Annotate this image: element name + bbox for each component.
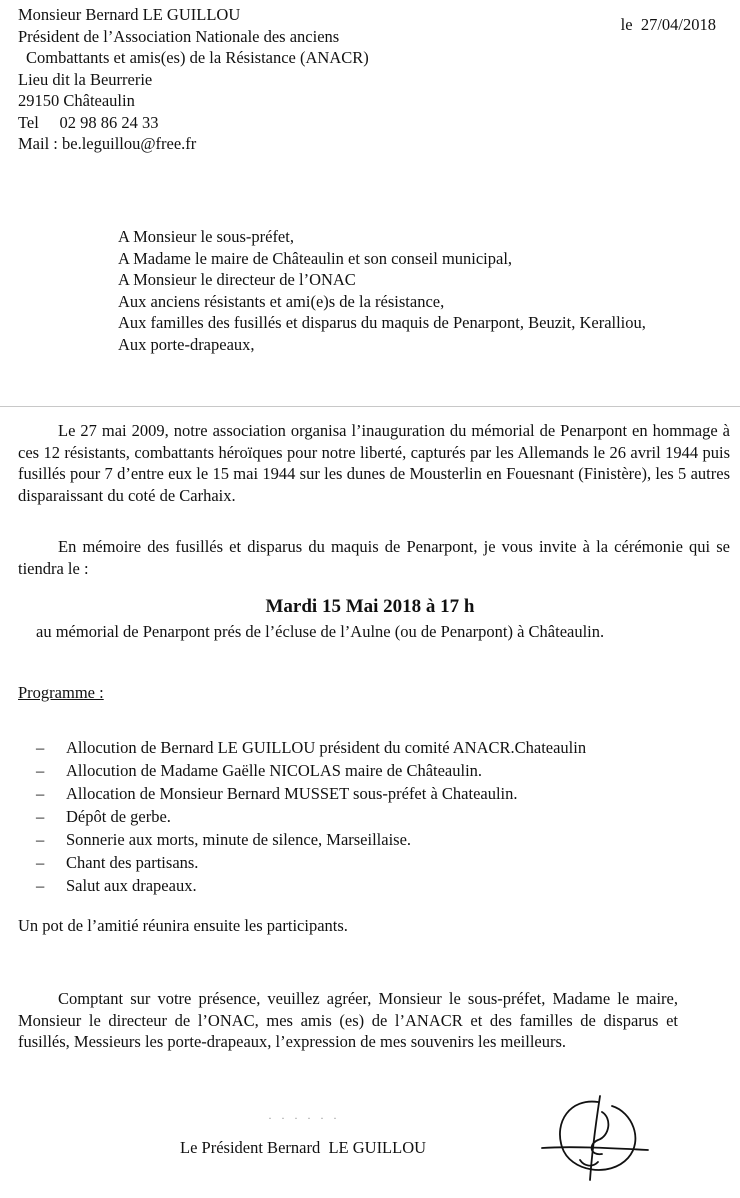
- event-title: Mardi 15 Mai 2018 à 17 h: [265, 596, 475, 617]
- list-item: – Allocution de Bernard LE GUILLOU président du comité ANACR.Chateaulin: [36, 736, 586, 759]
- sender-title-line2: Combattants et amis(es) de la Résistance (ANACR): [26, 48, 369, 67]
- paragraph-intro-text: Le 27 mai 2009, notre association organisa l’inauguration du mémorial de Penarpont en hommage à ces 12 résistants, combattants héroïques pour notre liberté, capturés par les Allemands le 26 avril 1944 puis fusillés pour 7 d’entre eux le 15 mai 1944 sur les dunes de Mousterlin en Fouesnant (Finistère), les 5 autres disparaissant du coté de Carhaix.: [18, 421, 730, 505]
- list-item: – Sonnerie aux morts, minute de silence, Marseillaise.: [36, 828, 586, 851]
- letter-date: le 27/04/2018: [620, 15, 716, 34]
- paragraph-closing-text: Comptant sur votre présence, veuillez agréer, Monsieur le sous-préfet, Madame le maire, Monsieur le directeur de l’ONAC, mes amis (es) de l’ANACR et des familles de disparus et fusillés, Messieurs les porte-drapeaux, l’expression de mes souvenirs les meilleurs.: [18, 989, 678, 1051]
- recipient-line: A Monsieur le sous-préfet,: [118, 227, 294, 246]
- signatory-line: Le Président Bernard LE GUILLOU: [180, 1138, 427, 1157]
- recipient-line: Aux familles des fusillés et disparus du maquis de Penarpont, Beuzit, Keralliou,: [118, 313, 646, 332]
- recipients-block: [118, 226, 646, 355]
- recipient-line: Aux anciens résistants et ami(e)s de la résistance,: [118, 291, 445, 311]
- recipient-line: A Madame le maire de Châteaulin et son conseil municipal,: [118, 248, 513, 268]
- paragraph-invitation-text: En mémoire des fusillés et disparus du maquis de Penarpont, je vous invite à la cérémonie qui se tiendra le :: [18, 537, 730, 578]
- list-item: – Dépôt de gerbe.: [36, 805, 586, 828]
- programme-title: Programme :: [18, 683, 104, 702]
- sender-title-line1: Président de l’Association Nationale des anciens: [18, 26, 340, 46]
- recipient-line: Aux porte-drapeaux,: [118, 334, 255, 354]
- scan-speckles: · · · · · ·: [268, 1111, 340, 1125]
- list-item: – Allocation de Monsieur Bernard MUSSET sous-préfet à Chateaulin.: [36, 782, 586, 805]
- pot-amitie: Un pot de l’amitié réunira ensuite les participants.: [18, 916, 348, 935]
- sender-block: [18, 4, 369, 155]
- scan-divider: [0, 406, 740, 407]
- handwritten-signature: [540, 1092, 650, 1187]
- sender-phone: Tel 02 98 86 24 33: [18, 112, 159, 132]
- paragraph-invitation: [18, 536, 730, 579]
- recipient-line: A Monsieur le directeur de l’ONAC: [118, 270, 356, 289]
- sender-name: Monsieur Bernard LE GUILLOU: [18, 5, 241, 24]
- sender-mail: Mail : be.leguillou@free.fr: [18, 134, 197, 153]
- list-item: – Salut aux drapeaux.: [36, 874, 586, 897]
- list-item: – Chant des partisans.: [36, 851, 586, 874]
- paragraph-intro: [18, 420, 730, 506]
- event-place: au mémorial de Penarpont prés de l’écluse de l’Aulne (ou de Penarpont) à Châteaulin.: [36, 622, 605, 641]
- paragraph-closing: [18, 988, 678, 1053]
- list-item: – Allocution de Madame Gaëlle NICOLAS maire de Châteaulin.: [36, 759, 586, 782]
- programme-list: [36, 736, 586, 897]
- sender-address2: 29150 Châteaulin: [18, 91, 135, 110]
- sender-address1: Lieu dit la Beurrerie: [18, 69, 153, 89]
